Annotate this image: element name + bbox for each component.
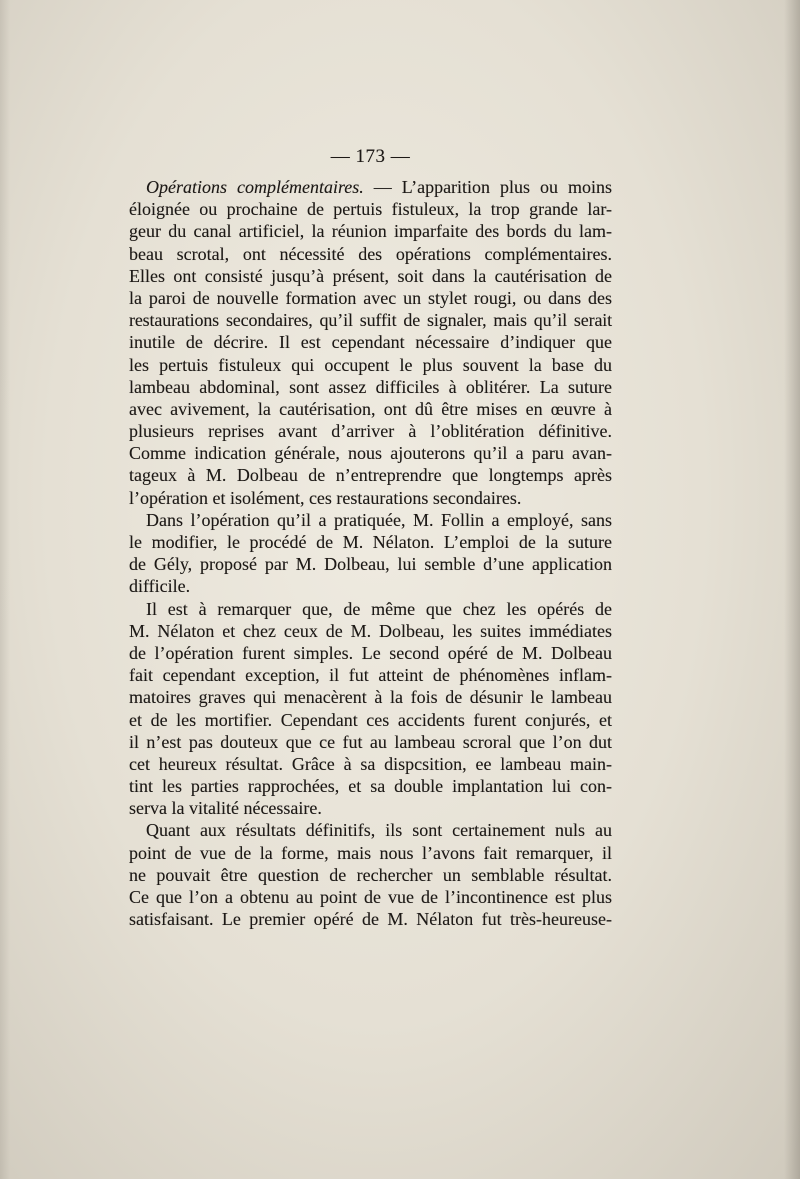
text-line: avec avivement, la cautérisation, ont dû être mises en œuvre à [129,398,612,419]
paragraph [129,598,612,820]
text-line: tageux à M. Dolbeau de n’entreprendre que longtemps après [129,465,612,486]
text-line: Quant aux résultats définitifs, ils sont certainement nuls au [146,820,612,841]
text-line: lambeau abdominal, sont assez difficiles à oblitérer. La suture [129,376,612,397]
paragraph [129,819,612,930]
text-line: et de les mortifier. Cependant ces accidents furent conjurés, et [129,709,612,730]
page-number: — 173 — [330,146,411,167]
text-line: satisfaisant. Le premier opéré de M. Nélaton fut très-heureuse- [129,909,612,930]
text-line: Ce que l’on a obtenu au point de vue de l’incontinence est plus [129,887,612,907]
text-line: il n’est pas douteux que ce fut au lambeau scroral que l’on dut [129,731,612,752]
page-edge-shadow-right [784,0,800,1179]
section-heading: Opérations complémentaires. [146,177,364,197]
text-line: le modifier, le procédé de M. Nélaton. L’emploi de la suture [129,532,612,552]
text-line: difficile. [129,576,191,597]
text-line: M. Nélaton et chez ceux de M. Dolbeau, les suites immédiates [129,620,612,641]
text-line: point de vue de la forme, mais nous l’avons fait remarquer, il [129,842,612,863]
text-line: inutile de décrire. Il est cependant nécessaire d’indiquer que [129,332,612,353]
text-line: geur du canal artificiel, la réunion imparfaite des bords du lam- [129,221,612,242]
text-line: éloignée ou prochaine de pertuis fistuleux, la trop grande lar- [129,199,612,220]
text-line: fait cependant exception, il fut atteint de phénomènes inflam- [129,665,612,686]
text-line: serva la vitalité nécessaire. [129,798,322,819]
text-line: les pertuis fistuleux qui occupent le plus souvent la base du [129,354,612,375]
text-line: de l’opération furent simples. Le second opéré de M. Dolbeau [129,642,612,663]
text-line: la paroi de nouvelle formation avec un stylet rougi, ou dans des [129,287,612,308]
text-line [129,176,612,198]
text-line: cet heureux résultat. Grâce à sa dispcsition, ee lambeau main- [129,753,612,774]
page-edge-shadow-left [0,0,10,1179]
text-line: tint les parties rapprochées, et sa double implantation lui con- [129,776,612,797]
text-block [129,176,612,930]
text-line-content: — L’apparition plus ou moins [373,177,612,197]
text-line: Comme indication générale, nous ajouterons qu’il a paru avan- [129,443,612,464]
text-line: matoires graves qui menacèrent à la fois de désunir le lambeau [129,687,612,708]
text-line: Il est à remarquer que, de même que chez les opérés de [146,598,612,619]
text-line: Dans l’opération qu’il a pratiquée, M. Follin a employé, sans [146,509,612,530]
text-line: plusieurs reprises avant d’arriver à l’oblitération définitive. [129,421,612,442]
text-line: de Gély, proposé par M. Dolbeau, lui semble d’une application [129,554,612,575]
text-line: restaurations secondaires, qu’il suffit de signaler, mais qu’il serait [129,310,612,331]
text-line: beau scrotal, ont nécessité des opérations complémentaires. [129,243,612,264]
text-line: ne pouvait être question de rechercher un semblable résultat. [129,864,612,885]
text-line: Elles ont consisté jusqu’à présent, soit dans la cautérisation de [129,265,612,286]
text-line: l’opération et isolément, ces restaurations secondaires. [129,487,522,508]
paragraph [129,509,612,598]
paragraph [129,176,612,509]
